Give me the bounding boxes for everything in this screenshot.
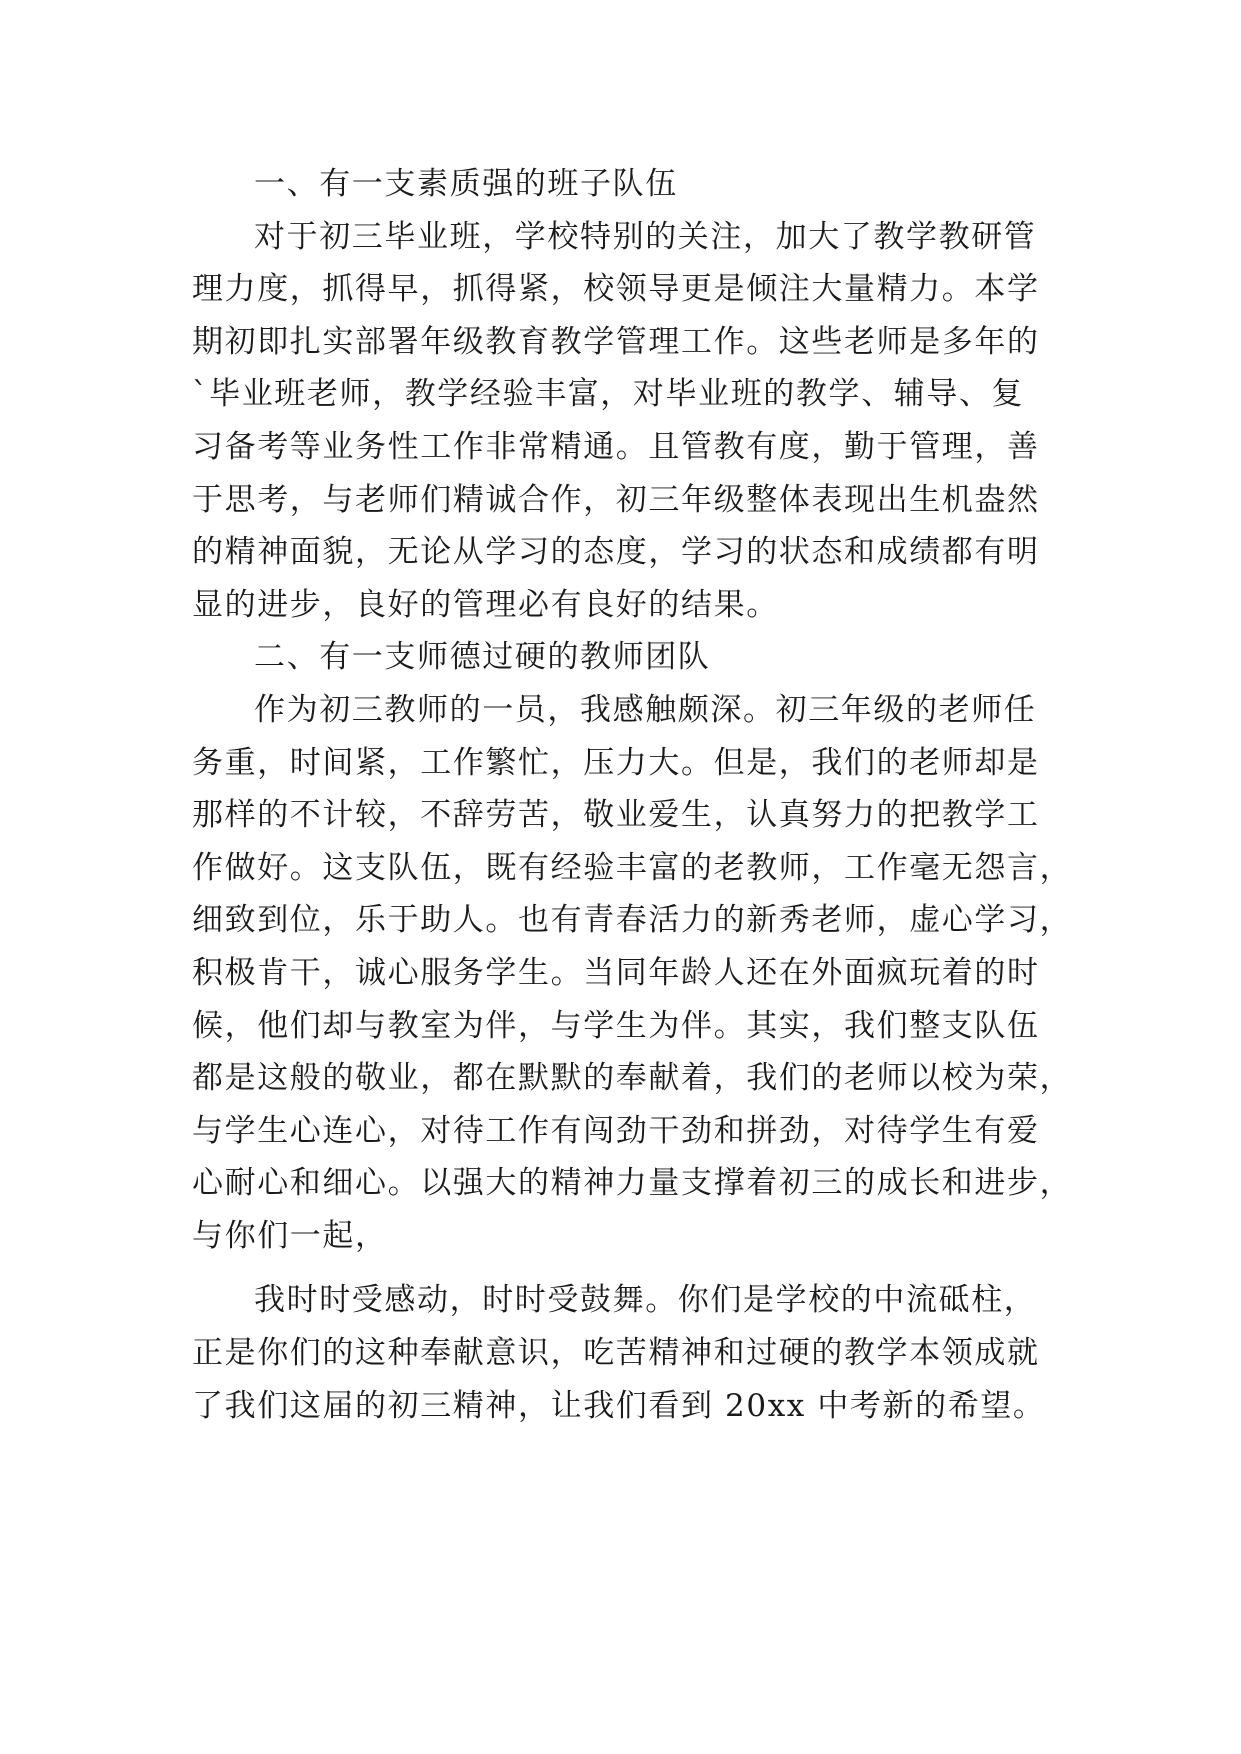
paragraph-line: 对于初三毕业班，学校特别的关注，加大了教学教研管 <box>254 218 1037 255</box>
paragraph-line: 候，他们却与教室为伴，与学生为伴。其实，我们整支队伍 <box>192 1007 1040 1044</box>
document-body <box>192 158 1072 1432</box>
paragraph-line: 正是你们的这种奉献意识，吃苦精神和过硬的教学本领成就 <box>192 1335 1040 1372</box>
paragraph-line: 于思考，与老师们精诚合作，初三年级整体表现出生机盎然 <box>192 481 1040 518</box>
paragraph-line: 作为初三教师的一员，我感触颇深。初三年级的老师任 <box>254 691 1037 728</box>
paragraph-line: 期初即扎实部署年级教育教学管理工作。这些老师是多年的 <box>192 323 1040 360</box>
paragraph-line: 我时时受感动，时时受鼓舞。你们是学校的中流砥柱， <box>254 1282 1037 1319</box>
paragraph-line: 理力度，抓得早，抓得紧，校领导更是倾注大量精力。本学 <box>192 271 1040 308</box>
section-heading-2: 二、有一支师德过硬的教师团队 <box>254 639 711 676</box>
paragraph-line: 习备考等业务性工作非常精通。且管教有度，勤于管理，善 <box>192 428 1040 465</box>
paragraph-line: 细致到位，乐于助人。也有青春活力的新秀老师，虚心学习， <box>192 902 1073 939</box>
paragraph-line: 都是这般的敬业，都在默默的奉献着，我们的老师以校为荣， <box>192 1060 1073 1097</box>
section-heading-1: 一、有一支素质强的班子队伍 <box>254 166 678 202</box>
paragraph-line: 积极肯干，诚心服务学生。当同年龄人还在外面疯玩着的时 <box>192 954 1040 991</box>
paragraph-line: 心耐心和细心。以强大的精神力量支撑着初三的成长和进步， <box>192 1165 1073 1202</box>
paragraph-line: 了我们这届的初三精神，让我们看到 20xx 中考新的希望。 <box>192 1387 1046 1424</box>
paragraph-line: 务重，时间紧，工作繁忙，压力大。但是，我们的老师却是 <box>192 744 1040 781</box>
paragraph-line: 显的进步，良好的管理必有良好的结果。 <box>192 586 779 623</box>
paragraph-line: `毕业班老师，教学经验丰富，对毕业班的教学、辅导、复 <box>192 376 1025 413</box>
paragraph-line: 作做好。这支队伍，既有经验丰富的老教师，工作毫无怨言， <box>192 849 1073 886</box>
paragraph-line: 的精神面貌，无论从学习的态度，学习的状态和成绩都有明 <box>192 534 1040 571</box>
paragraph-line: 与学生心连心，对待工作有闯劲干劲和拼劲，对待学生有爱 <box>192 1112 1040 1149</box>
paragraph-line: 那样的不计较，不辞劳苦，敬业爱生，认真努力的把教学工 <box>192 797 1040 834</box>
paragraph-line: 与你们一起， <box>192 1217 388 1254</box>
